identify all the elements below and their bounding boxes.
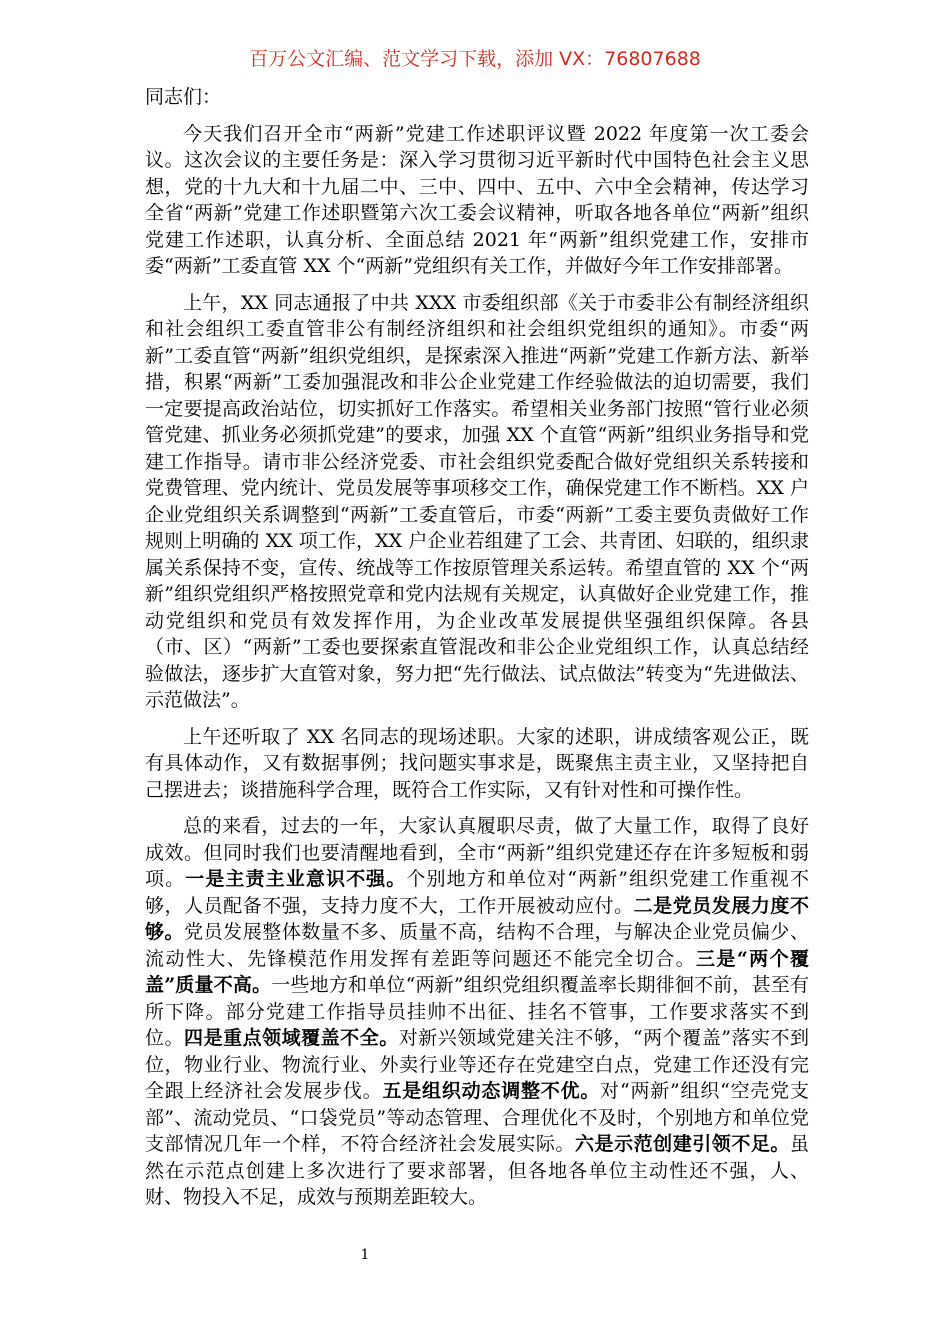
- problem-body: 党员发展整体数量不多、质量不高，结构不合理，与解决企业党员偏少、流动性大、先锋模范作用发挥有差距等问题还不能完全切合。: [145, 921, 809, 970]
- paragraph-morning-notice: 上午，XX 同志通报了中共 XXX 市委组织部《关于市委非公有制经济组织和社会组织工委直管非公有制经济组织和社会组织党组织的通知》。市委“两新”工委直管“两新”组织党组织，是探索深入推进“两新”党建工作新方法、新举措，积累“两新”工委加强混改和非公企业党建工作经验做法的迫切需要，我们一定要提高政治站位，切实抓好工作落实。希望相关业务部门按照“管行业必须管党建、抓业务必须抓党建”的要求，加强 XX 个直管“两新”组织业务指导和党建工作指导。请市非公经济党委、市社会组织党委配合做好党组织关系转接和党费管理、党内统计、党员发展等事项移交工作，确保党建工作不断档。XX 户企业党组织关系调整到“两新”工委直管后，市委“两新”工委主要负责做好工作规则上明确的 XX 项工作，XX 户企业若组建了工会、共青团、妇联的，组织隶属关系保持不变，宣传、统战等工作按原管理关系运转。希望直管的 XX 个“两新”组织党组织严格按照党章和党内法规有关规定，认真做好企业党建工作，推动党组织和党员有效发挥作用，为企业改革发展提供坚强组织保障。各县（市、区）“两新”工委也要探索直管混改和非公企业党组织工作，认真总结经验做法，逐步扩大直管对象，努力把“先行做法、试点做法”转变为“先进做法、示范做法”。: [145, 291, 809, 711]
- document-body: [145, 84, 809, 1221]
- paragraph-summary-problems: [145, 813, 809, 1211]
- problem-body: 一些地方和单位“两新”组织党组织覆盖率长期徘徊不前，甚至有所下降。部分党建工作指导员挂帅不出征、挂名不管事，工作要求落实不到位。: [145, 974, 809, 1049]
- paragraph-morning-reports: 上午还听取了 XX 名同志的现场述职。大家的述职，讲成绩客观公正，既有具体动作，又有数据事例；找问题实事求是，既聚焦主责主业，又坚持把自己摆进去；谈措施科学合理，既符合工作实际，又有针对性和可操作性。: [145, 725, 809, 801]
- problem-heading: 三是“两个覆盖”质量不高。: [145, 947, 809, 996]
- problem-body: 虽然在示范点创建上多次进行了要求部署，但各地各单位主动性还不强，人、财、物投入不足，成效与预期差距较大。: [145, 1133, 809, 1208]
- problem-heading: 五是组织动态调整不优。: [382, 1080, 601, 1102]
- problem-body: 对“两新”组织“空壳党支部”、流动党员、“口袋党员”等动态管理、合理优化不及时，个别地方和单位党支部情况几年一个样，不符合经济社会发展实际。: [145, 1080, 809, 1155]
- paragraph-meeting-intro: 今天我们召开全市“两新”党建工作述职评议暨 2022 年度第一次工委会议。这次会议的主要任务是：深入学习贯彻习近平新时代中国特色社会主义思想，党的十九大和十九届二中、三中、四中、五中、六中全会精神，传达学习全省“两新”党建工作述职暨第六次工委会议精神，听取各地各单位“两新”组织党建工作述职，认真分析、全面总结 2021 年“两新”组织党建工作，安排市委“两新”工委直管 XX 个“两新”党组织有关工作，并做好今年工作安排部署。: [145, 122, 809, 277]
- problem-heading: 六是示范创建引领不足。: [574, 1133, 790, 1155]
- problem-heading: 二是党员发展力度不够。: [145, 894, 809, 943]
- problem-heading: 四是重点领域覆盖不全。: [184, 1027, 399, 1049]
- summary-intro: 总的来看，过去的一年，大家认真履职尽责，做了大量工作，取得了良好成效。但同时我们也要清醒地看到，全市“两新”组织党建还存在许多短板和弱项。: [145, 815, 809, 890]
- problem-body: 对新兴领域党建关注不够，“两个覆盖”落实不到位，物业行业、物流行业、外卖行业等还存在党建空白点，党建工作还没有完全跟上经济社会发展步伐。: [145, 1027, 809, 1102]
- salutation: 同志们：: [145, 86, 222, 108]
- promo-banner: 百万公文汇编、范文学习下载，添加 VX：76807688: [249, 48, 701, 70]
- problem-heading: 一是主责主业意识不强。: [185, 868, 407, 890]
- page-number: 1: [360, 1247, 370, 1263]
- problem-body: 个别地方和单位对“两新”组织党建工作重视不够，人员配备不强，支持力度不大，工作开展被动应付。: [145, 868, 809, 917]
